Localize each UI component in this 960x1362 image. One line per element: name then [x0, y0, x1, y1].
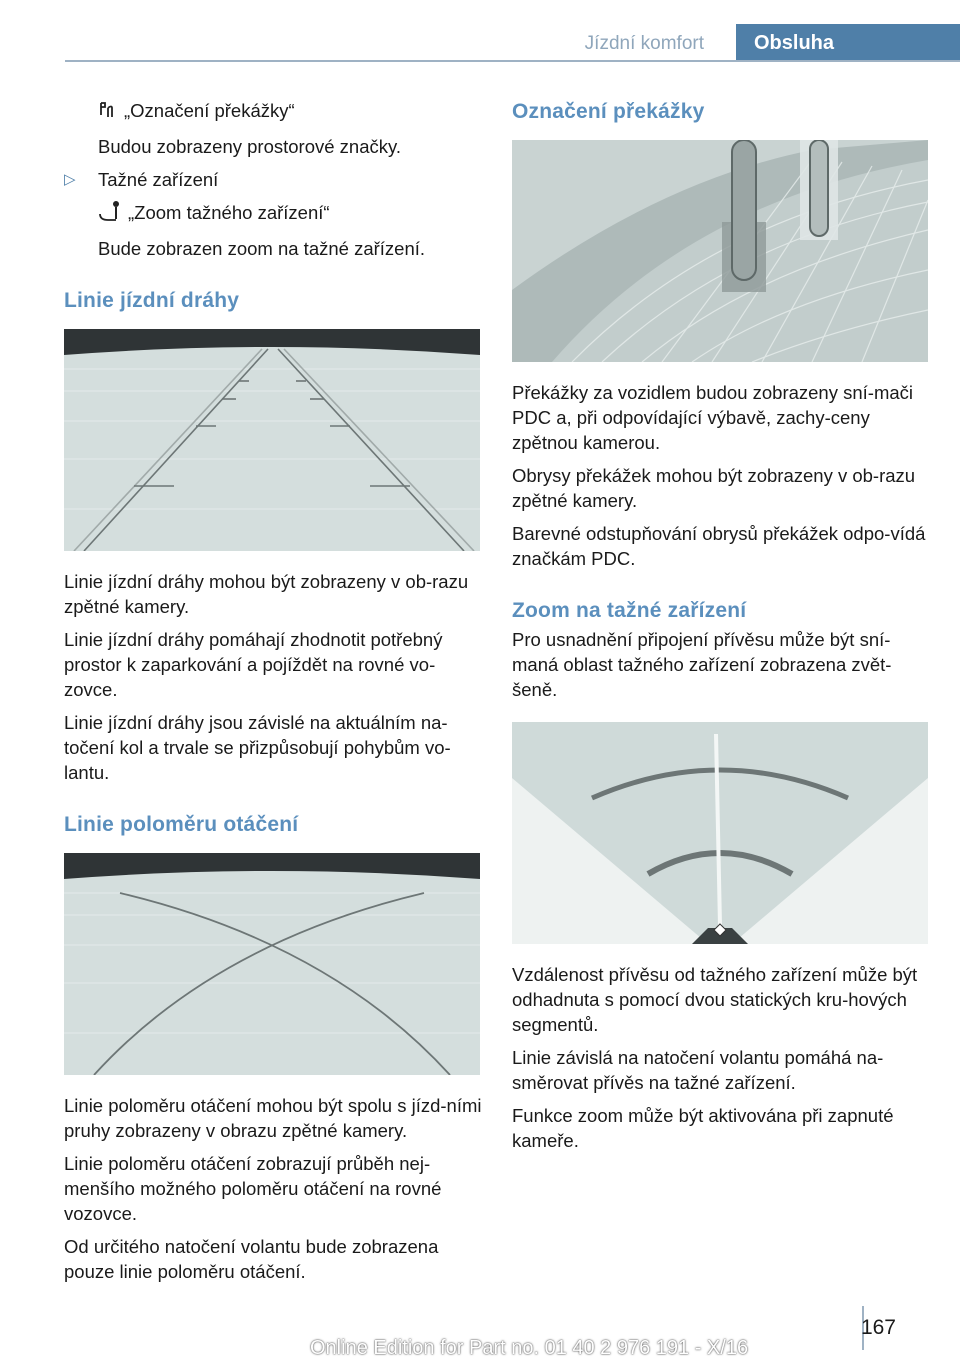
obstacle-marking-figure — [512, 140, 928, 362]
hitch-zoom-label: „Zoom tažného zařízení“ — [128, 202, 330, 223]
obstacle-paragraph-3: Barevné odstupňování obrysů překážek odpo-vídá značkám PDC. — [512, 523, 926, 569]
header-section: Jízdní komfort — [584, 33, 704, 54]
obstacle-paragraph-1: Překážky za vozidlem budou zobrazeny sní-mači PDC a, při odpovídající výbavě, zachy-ceny zpětnou kamerou. — [512, 382, 914, 453]
zoom-paragraph-1: Pro usnadnění připojení přívěsu může být sní-maná oblast tažného zařízení zobrazena zvět-šeně. — [512, 629, 892, 700]
hitch-zoom-item — [64, 200, 482, 228]
header-rule — [65, 60, 960, 62]
hitch-zoom-figure — [512, 722, 928, 944]
obstacle-marking-icon — [98, 100, 118, 126]
heading-hitch-zoom: Zoom na tažné zařízení — [512, 599, 747, 622]
hitch-zoom-text: Bude zobrazen zoom na tažné zařízení. — [98, 238, 426, 259]
left-column — [64, 98, 482, 1292]
radius-paragraph-3: Od určitého natočení volantu bude zobrazena pouze linie poloměru otáčení. — [64, 1236, 439, 1282]
obstacle-marking-label: „Označení překážky“ — [124, 100, 295, 121]
obstacle-marking-item — [64, 98, 482, 126]
zoom-paragraph-3: Linie závislá na natočení volantu pomáhá na-směrovat přívěs na tažné zařízení. — [512, 1047, 884, 1093]
right-column — [512, 98, 928, 1161]
bullet-label: Tažné zařízení — [98, 169, 219, 190]
heading-obstacle-marking: Označení překážky — [512, 100, 705, 123]
lines-paragraph-3: Linie jízdní dráhy jsou závislé na aktuálním na-točení kol a trvale se přizpůsobují pohybům vo-lantu. — [64, 712, 451, 783]
heading-turning-radius: Linie poloměru otáčení — [64, 813, 299, 836]
lines-paragraph-1: Linie jízdní dráhy mohou být zobrazeny v ob-razu zpětné kamery. — [64, 571, 469, 617]
radius-paragraph-2: Linie poloměru otáčení zobrazují průběh nej-menšího možného poloměru otáčení na rovné vozovce. — [64, 1153, 442, 1224]
hitch-zoom-icon — [98, 200, 122, 228]
obstacle-paragraph-2: Obrysy překážek mohou být zobrazeny v ob-razu zpětné kamery. — [512, 465, 916, 511]
zoom-paragraph-4: Funkce zoom může být aktivována při zapnuté kameře. — [512, 1105, 894, 1151]
header-tab: Obsluha — [736, 24, 960, 62]
page-number: 167 — [860, 1316, 896, 1339]
heading-driving-lines: Linie jízdní dráhy — [64, 289, 240, 312]
triangle-bullet-icon: ▷ — [64, 171, 76, 188]
radius-paragraph-1: Linie poloměru otáčení mohou být spolu s jízd-ními pruhy zobrazeny v obrazu zpětné kamery. — [64, 1095, 482, 1141]
zoom-paragraph-2: Vzdálenost přívěsu od tažného zařízení může být odhadnuta s pomocí dvou statických kru-hových segmentů. — [512, 964, 918, 1035]
bullet-item — [64, 167, 482, 192]
edition-watermark: Online Edition for Part no. 01 40 2 976 191 - X/16 — [310, 1337, 749, 1359]
lines-paragraph-2: Linie jízdní dráhy pomáhají zhodnotit potřebný prostor k zaparkování a pojíždět na rovné vo-zovce. — [64, 629, 443, 700]
turning-radius-figure — [64, 853, 480, 1075]
driving-lines-figure — [64, 329, 480, 551]
obstacle-marking-text: Budou zobrazeny prostorové značky. — [98, 136, 402, 157]
